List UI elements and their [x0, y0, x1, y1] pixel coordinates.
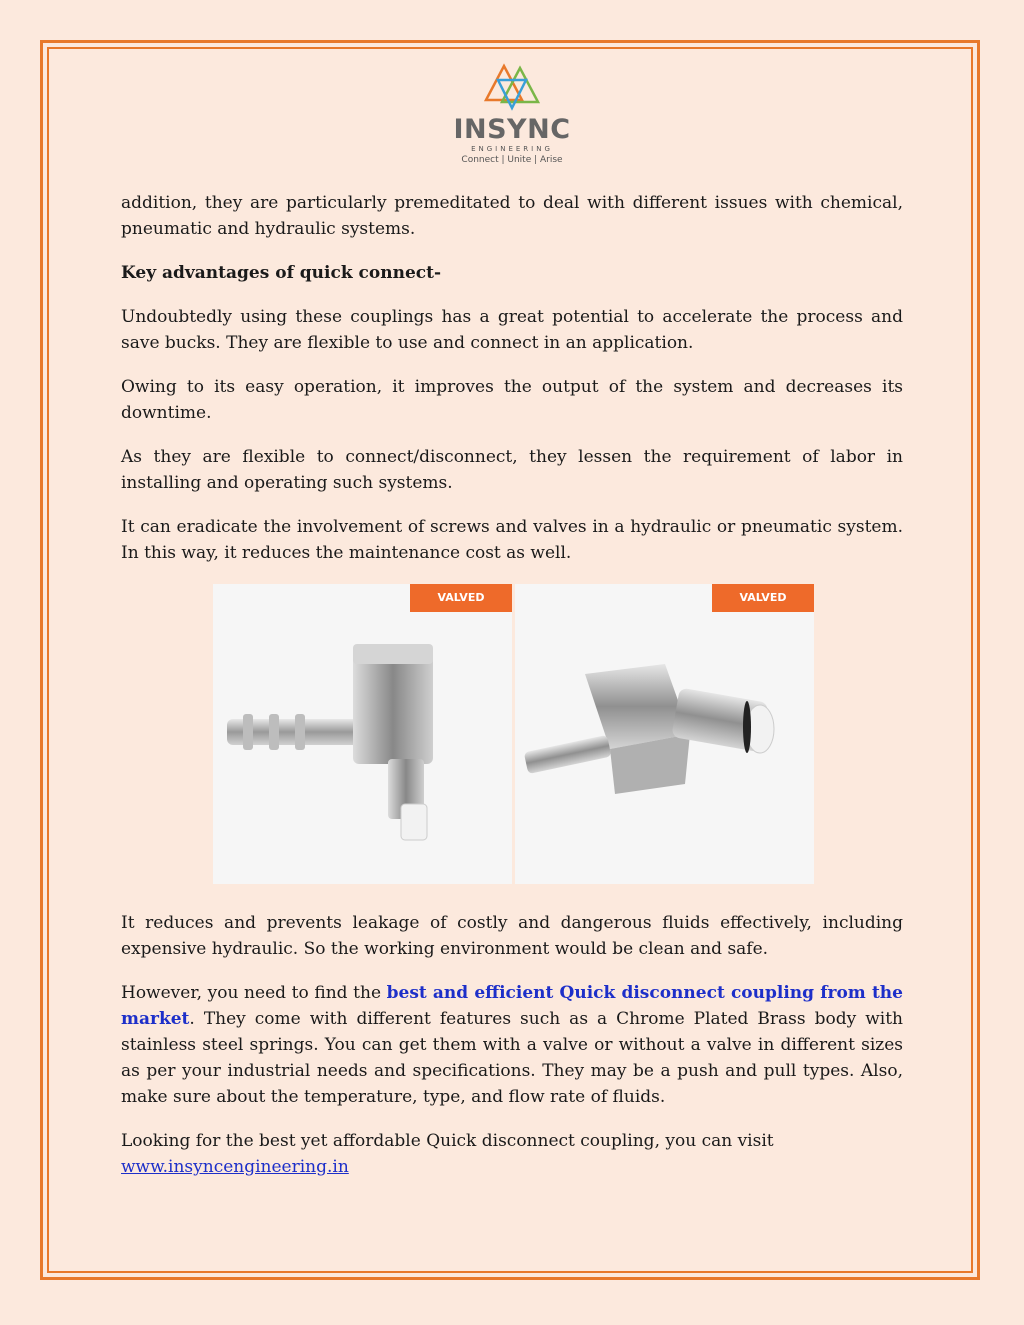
paragraph-intro: addition, they are particularly premeditated to deal with different issues with chemical, pneumatic and hydraulic systems.: [121, 193, 903, 239]
product-image-left: [213, 584, 512, 884]
logo-subtitle: ENGINEERING: [471, 145, 553, 153]
paragraph-accelerate: Undoubtedly using these couplings has a great potential to accelerate the process and save bucks. They are flexible to use and connect in an application.: [121, 307, 903, 353]
paragraph-maintenance: It can eradicate the involvement of screws and valves in a hydraulic or pneumatic system. In this way, it reduces the maintenance cost as well.: [121, 517, 903, 563]
article-body: [121, 190, 903, 1198]
features-text-after: . They come with different features such as a Chrome Plated Brass body with stainless steel springs. You can get them with a valve or without a valve in different sizes as per your industrial needs and specifications. They may be a push and pull types. Also, make sure about the temperature, type, and flow rate of fluids.: [121, 1009, 903, 1107]
logo-tagline: Connect | Unite | Arise: [461, 155, 563, 165]
valved-badge-left: VALVED: [410, 584, 512, 612]
product-images: [213, 584, 814, 884]
triangle-logo-icon: [482, 62, 542, 112]
product-image-right: [515, 584, 814, 884]
insync-logo: [452, 62, 572, 166]
paragraph-output: Owing to its easy operation, it improves the output of the system and decreases its downtime.: [121, 377, 903, 423]
coupling-angled-icon: [515, 584, 814, 884]
valved-badge-right: VALVED: [712, 584, 814, 612]
quick-disconnect-link[interactable]: best and efficient Quick disconnect coupling from the market: [121, 983, 903, 1029]
paragraph-leakage: It reduces and prevents leakage of costly and dangerous fluids effectively, including expensive hydraulic. So the working environment would be clean and safe.: [121, 913, 903, 959]
paragraph-features: [121, 980, 903, 1110]
section-heading: Key advantages of quick connect-: [121, 263, 442, 283]
visit-text: Looking for the best yet affordable Quick disconnect coupling, you can visit: [121, 1131, 774, 1151]
paragraph-labor: As they are flexible to connect/disconnect, they lessen the requirement of labor in installing and operating such systems.: [121, 447, 903, 493]
paragraph-visit: [121, 1128, 903, 1180]
features-text-before: However, you need to find the: [121, 983, 387, 1003]
website-link[interactable]: www.insyncengineering.in: [121, 1157, 349, 1177]
coupling-elbow-icon: [213, 584, 512, 884]
logo-name: INSYNC: [453, 114, 571, 145]
